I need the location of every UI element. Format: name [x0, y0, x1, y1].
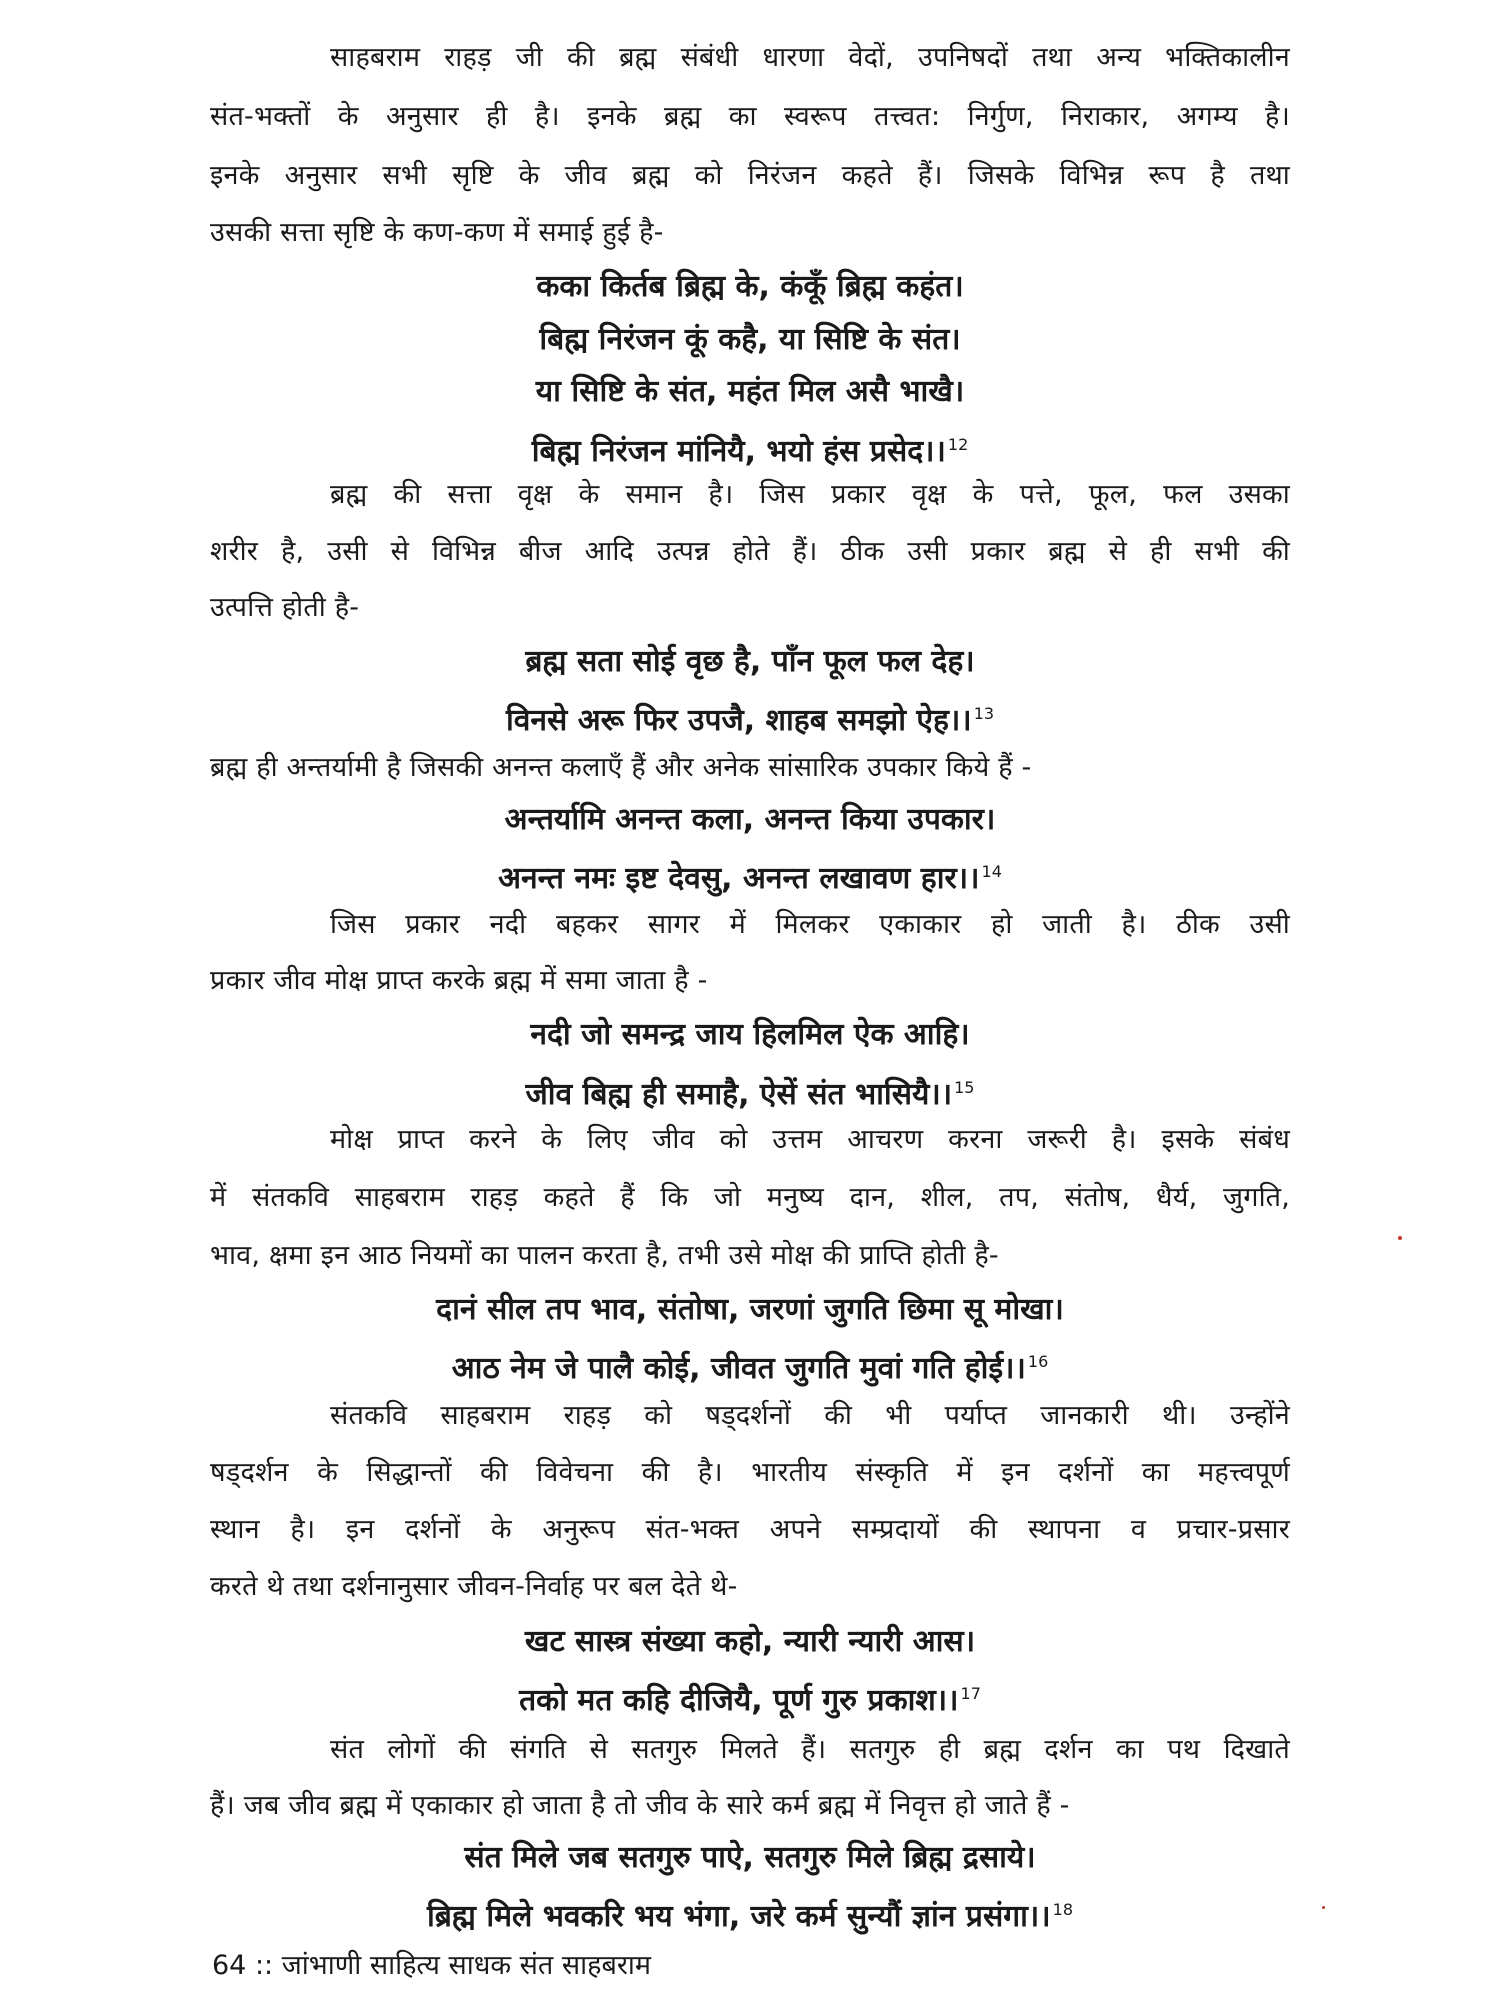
verse-text: तको मत कहि दीजियै, पूर्ण गुरु प्रकाश।।	[519, 1683, 959, 1718]
paragraph-2-line-2: शरीर है, उसी से विभिन्न बीज आदि उत्पन्न होते हैं। ठीक उसी प्रकार ब्रह्म से ही सभी की	[210, 536, 1290, 567]
paragraph-6-line-2: षड्दर्शन के सिद्धान्तों की विवेचना की है। भारतीय संस्कृति में इन दर्शनों का महत्त्वपूर्ण	[210, 1457, 1290, 1488]
paragraph-3-line-1: ब्रह्म ही अन्तर्यामी है जिसकी अनन्त कलाएँ हैं और अनेक सांसारिक उपकार किये हैं -	[210, 752, 1032, 783]
footnote-ref-14: 14	[981, 862, 1002, 881]
verse-text: जीव बिह्म ही समाहै, ऐसें संत भासियै।।	[525, 1077, 953, 1112]
verse-16-line-1: दानं सील तप भाव, संतोषा, जरणां जुगति छिमा सू मोखा।	[436, 1292, 1064, 1327]
verse-14-line-1: अन्तर्यामि अनन्त कला, अनन्त किया उपकार।	[504, 802, 996, 837]
verse-12-line-4	[0, 423, 1500, 474]
verse-13-line-2	[0, 692, 1500, 743]
paragraph-6-line-4: करते थे तथा दर्शनानुसार जीवन-निर्वाह पर बल देते थे-	[210, 1571, 738, 1602]
verse-15-line-1: नदी जो समन्द्र जाय हिलमिल ऐक आहि।	[530, 1017, 970, 1052]
verse-text: बिह्म निरंजन मांनियै, भयो हंस प्रसेद।।	[531, 434, 946, 469]
paragraph-2-line-3: उत्पत्ति होती है-	[210, 592, 360, 623]
paragraph-1-line-3: इनके अनुसार सभी सृष्टि के जीव ब्रह्म को निरंजन कहते हैं। जिसके विभिन्न रूप है तथा	[210, 160, 1290, 191]
paragraph-4-line-1: जिस प्रकार नदी बहकर सागर में मिलकर एकाकार हो जाती है। ठीक उसी	[330, 909, 1290, 940]
page-number: 64	[212, 1950, 247, 1981]
verse-text: ब्रिह्म मिले भवकरि भय भंगा, जरे कर्म सुन्यौं ज्ञांन प्रसंगा।।	[426, 1899, 1051, 1934]
paragraph-1-line-4: उसकी सत्ता सृष्टि के कण-कण में समाई हुई है-	[210, 217, 664, 248]
verse-18-line-1: संत मिले जब सतगुरु पाऐ, सतगुरु मिले ब्रिह्म द्रसाये।	[464, 1840, 1036, 1875]
page-footer	[212, 1946, 651, 1986]
paragraph-5-line-2: में संतकवि साहबराम राहड़ कहते हैं कि जो मनुष्य दान, शील, तप, संतोष, धैर्य, जुगति,	[210, 1182, 1290, 1213]
paragraph-6-line-3: स्थान है। इन दर्शनों के अनुरूप संत-भक्त अपने सम्प्रदायों की स्थापना व प्रचार-प्रसार	[210, 1514, 1290, 1545]
scan-speck	[1322, 1906, 1325, 1909]
footnote-ref-17: 17	[960, 1684, 981, 1703]
paragraph-6-line-1: संतकवि साहबराम राहड़ को षड्दर्शनों की भी पर्याप्त जानकारी थी। उन्होंने	[330, 1400, 1290, 1431]
verse-text: आठ नेम जे पालै कोई, जीवत जुगति मुवां गति होई।।	[451, 1351, 1026, 1386]
verse-16-line-2	[0, 1340, 1500, 1391]
scan-speck	[1398, 1236, 1402, 1240]
footnote-ref-16: 16	[1027, 1352, 1049, 1371]
verse-12-line-3: या सिष्टि के संत, महंत मिल असै भाखै।	[535, 374, 965, 409]
paragraph-5-line-1: मोक्ष प्राप्त करने के लिए जीव को उत्तम आचरण करना जरूरी है। इसके संबंध	[330, 1124, 1290, 1155]
paragraph-4-line-2: प्रकार जीव मोक्ष प्राप्त करके ब्रह्म में समा जाता है -	[210, 965, 708, 996]
footnote-ref-13: 13	[973, 704, 995, 723]
footnote-ref-18: 18	[1052, 1900, 1074, 1919]
footer-separator: ::	[254, 1950, 274, 1981]
paragraph-1-line-1: साहबराम राहड़ जी की ब्रह्म संबंधी धारणा वेदों, उपनिषदों तथा अन्य भक्तिकालीन	[330, 42, 1290, 73]
paragraph-2-line-1: ब्रह्म की सत्ता वृक्ष के समान है। जिस प्रकार वृक्ष के पत्ते, फूल, फल उसका	[330, 479, 1290, 510]
verse-13-line-1: ब्रह्म सता सोई वृछ है, पाँन फूल फल देह।	[525, 644, 975, 679]
paragraph-7-line-2: हैं। जब जीव ब्रह्म में एकाकार हो जाता है तो जीव के सारे कर्म ब्रह्म में निवृत्त हो जाते हैं -	[210, 1790, 1070, 1821]
verse-14-line-2	[0, 850, 1500, 901]
verse-text: अनन्त नमः इष्ट देवसु, अनन्त लखावण हार।।	[498, 861, 980, 896]
paragraph-7-line-1: संत लोगों की संगति से सतगुरु मिलते हैं। सतगुरु ही ब्रह्म दर्शन का पथ दिखाते	[330, 1734, 1290, 1765]
footnote-ref-15: 15	[954, 1078, 975, 1097]
verse-12-line-1: कका किर्तब ब्रिह्म के, कंकूँ ब्रिह्म कहंत।	[536, 269, 964, 304]
paragraph-5-line-3: भाव, क्षमा इन आठ नियमों का पालन करता है, तभी उसे मोक्ष की प्राप्ति होती है-	[210, 1240, 999, 1271]
footnote-ref-12: 12	[947, 435, 969, 454]
verse-17-line-1: खट सास्त्र संख्या कहो, न्यारी न्यारी आस।	[524, 1624, 976, 1659]
verse-text: विनसे अरू फिर उपजै, शाहब समझो ऐह।।	[505, 703, 972, 738]
paragraph-1-line-2: संत-भक्तों के अनुसार ही है। इनके ब्रह्म का स्वरूप तत्त्वत: निर्गुण, निराकार, अगम्य है।	[210, 101, 1290, 132]
verse-15-line-2	[0, 1066, 1500, 1117]
verse-17-line-2	[0, 1672, 1500, 1723]
verse-18-line-2	[0, 1888, 1500, 1939]
verse-12-line-2: बिह्म निरंजन कूं कहै, या सिष्टि के संत।	[539, 322, 961, 357]
book-title: जांभाणी साहित्य साधक संत साहबराम	[281, 1950, 652, 1981]
